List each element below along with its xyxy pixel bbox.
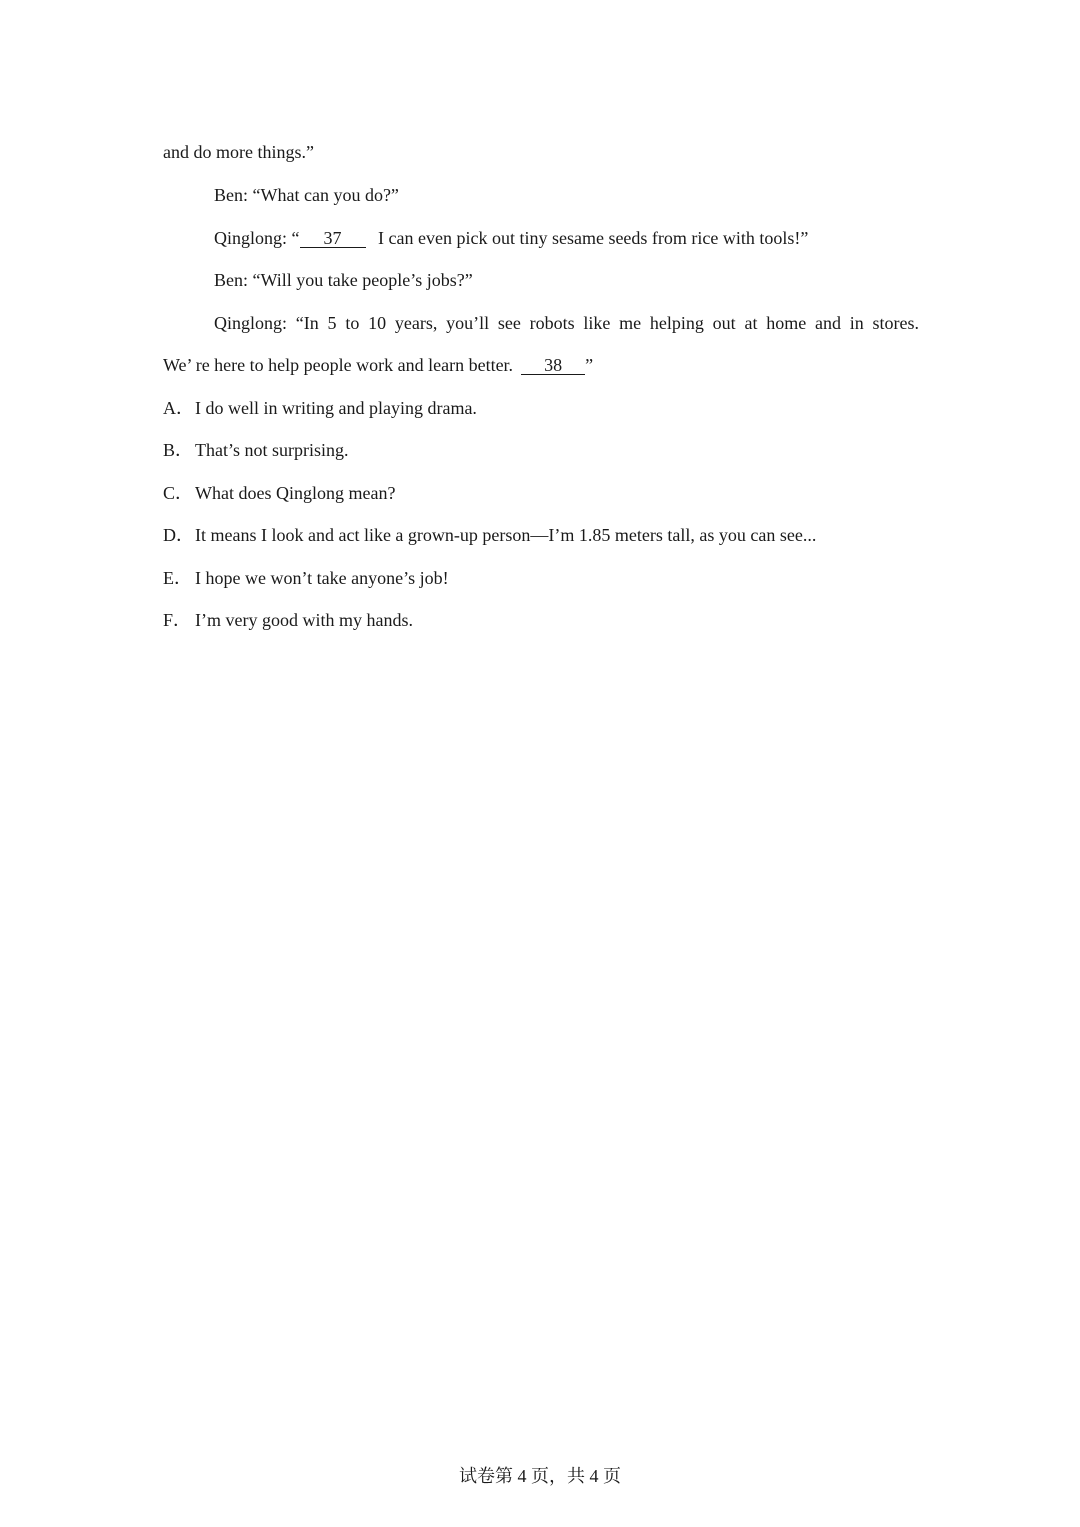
option-text: I hope we won’t take anyone’s job! (195, 568, 449, 588)
passage-continuation (163, 140, 923, 164)
option-e (163, 566, 923, 590)
dialogue-text: “Will you take people’s jobs?” (252, 270, 473, 290)
option-a (163, 396, 923, 420)
speaker-qinglong: Qinglong: (214, 228, 288, 248)
option-d (163, 523, 923, 547)
dialogue-text: “In 5 to 10 years, you’ll see robots like me helping out at home and in stores. (295, 313, 920, 333)
blank-37: 37 (300, 229, 366, 248)
option-text: What does Qinglong mean? (195, 483, 396, 503)
dialogue-text: We’ re here to help people work and learn better. (163, 355, 514, 375)
blank-38: 38 (521, 356, 585, 375)
dialogue-qinglong-answer-2-line2 (163, 353, 923, 377)
option-c (163, 481, 923, 505)
option-letter: D． (163, 525, 194, 545)
option-letter: C． (163, 483, 194, 503)
option-letter: F． (163, 610, 192, 630)
page-number-info: 试卷第 4 页，共 4 页 (459, 1466, 621, 1486)
continuation-text: and do more things.” (163, 142, 314, 162)
dialogue-text: “What can you do?” (252, 185, 399, 205)
option-letter: B． (163, 440, 194, 460)
open-quote: “ (291, 228, 300, 248)
option-letter: A． (163, 398, 194, 418)
speaker-ben: Ben: (214, 270, 248, 290)
option-text: That’s not surprising. (195, 440, 349, 460)
close-quote: ” (585, 355, 594, 375)
option-f (163, 608, 923, 632)
dialogue-qinglong-answer-2-line1 (214, 311, 919, 335)
dialogue-text: I can even pick out tiny sesame seeds from rice with tools!” (378, 228, 809, 248)
dialogue-ben-question-2 (214, 268, 919, 292)
option-text: It means I look and act like a grown-up person—I’m 1.85 meters tall, as you can see... (195, 525, 817, 545)
option-text: I’m very good with my hands. (195, 610, 413, 630)
page-footer (0, 1464, 1080, 1488)
dialogue-ben-question-1 (214, 183, 919, 207)
dialogue-qinglong-answer-1 (214, 226, 919, 250)
option-text: I do well in writing and playing drama. (195, 398, 477, 418)
option-b (163, 438, 923, 462)
speaker-ben: Ben: (214, 185, 248, 205)
option-letter: E． (163, 568, 192, 588)
speaker-qinglong: Qinglong: (214, 313, 288, 333)
